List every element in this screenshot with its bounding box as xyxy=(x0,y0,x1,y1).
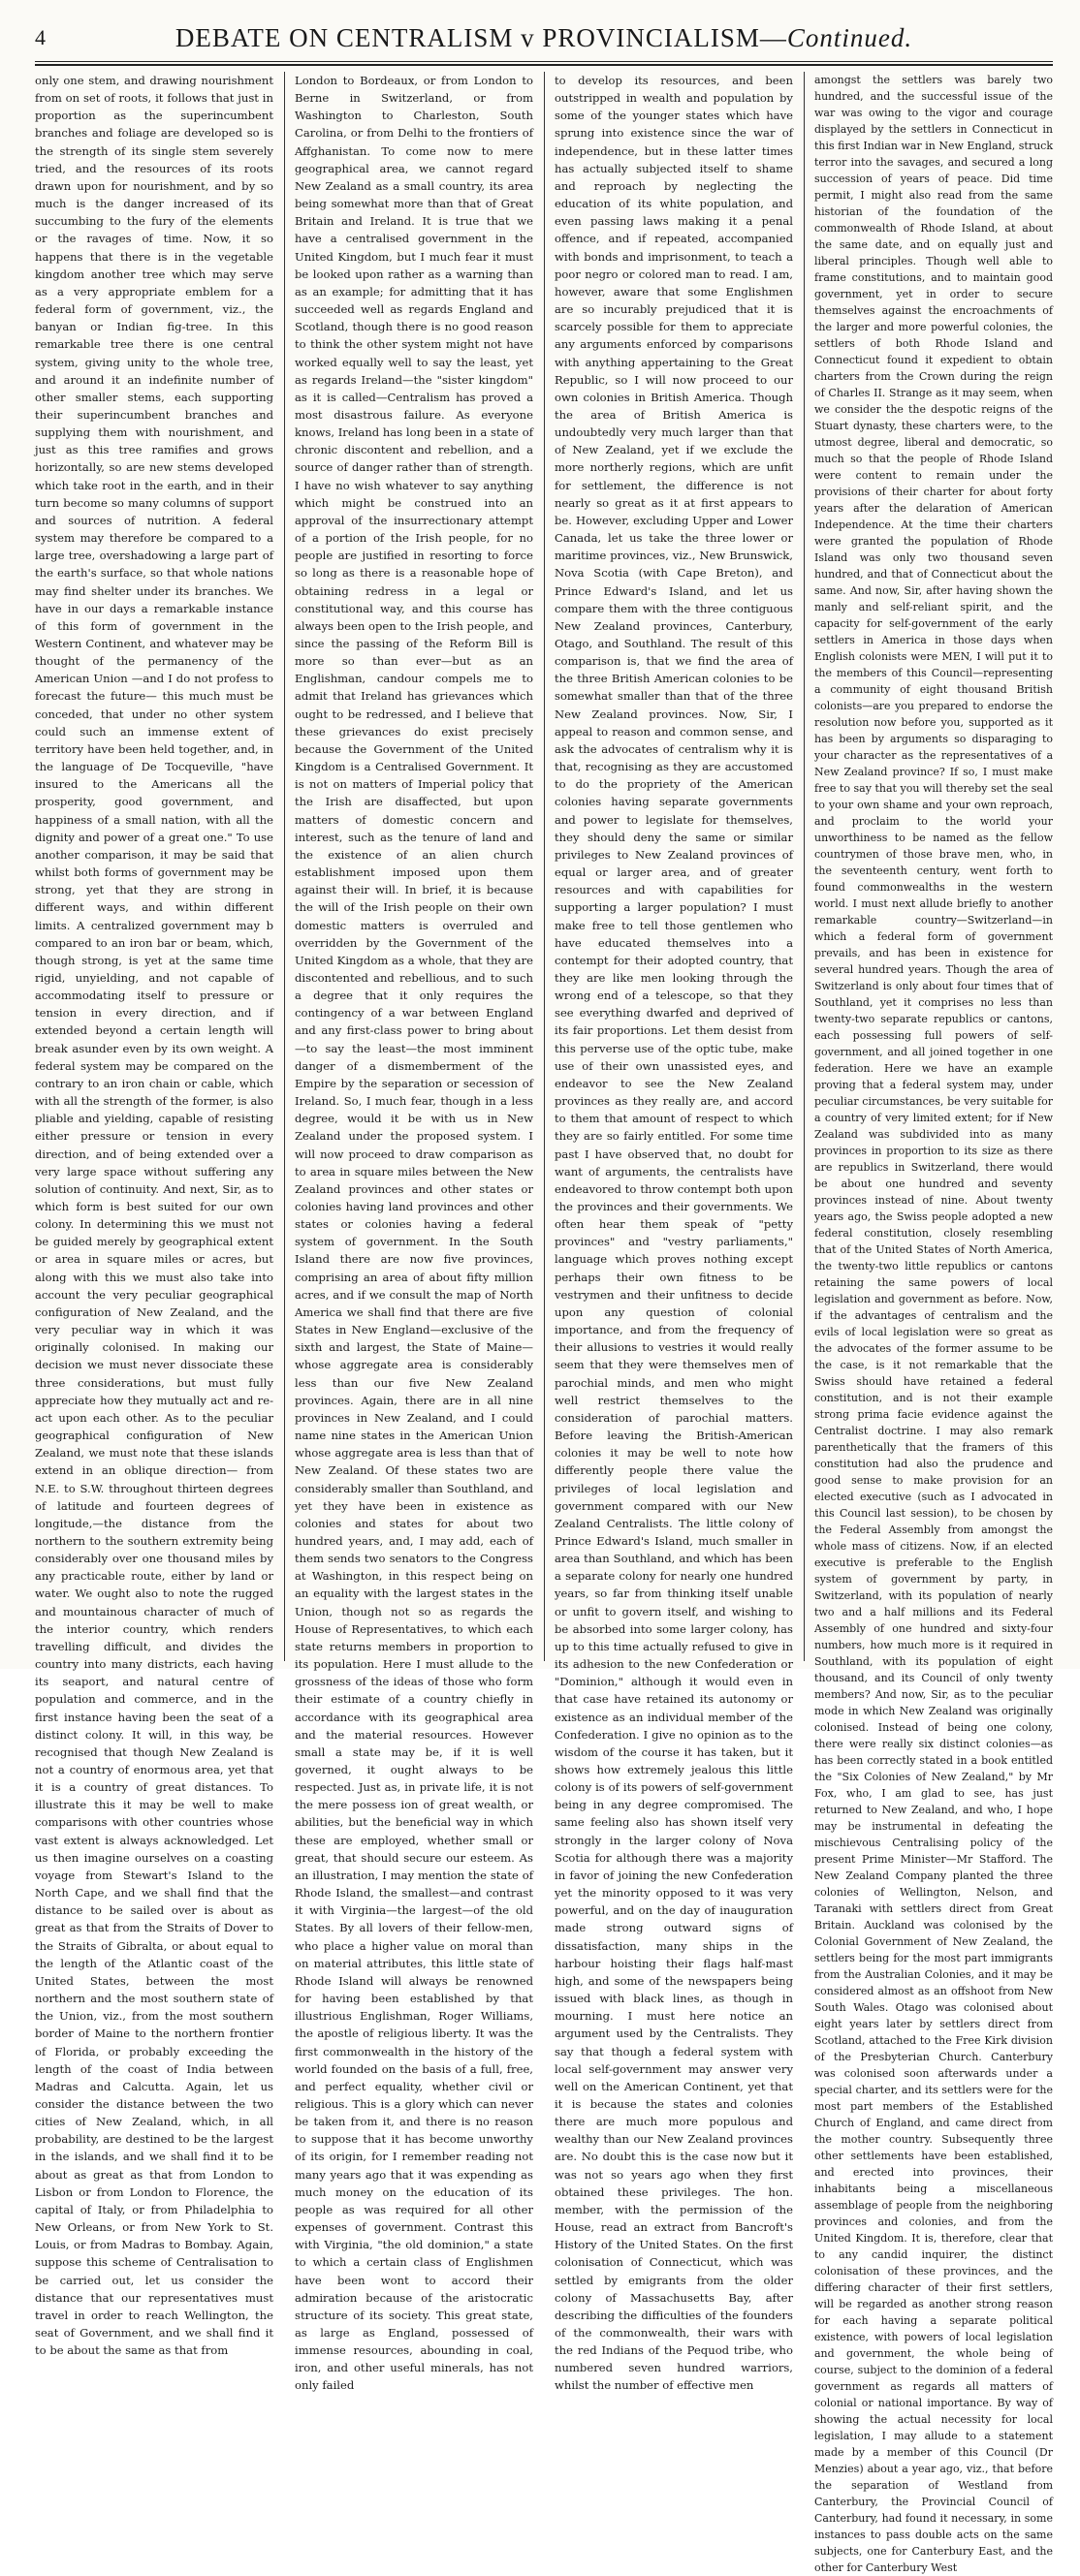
article-columns xyxy=(35,72,1053,2574)
column-text: to develop its resources, and been outstripped in wealth and population by some of the younger states which have sprung into existence since the war of independence, but in these latter times has actually subjected itself to shame and reproach by neglecting the education of its white population, and even passing laws making it a penal offence, and if repeated, accompanied with bonds and imprisonment, to teach a poor negro or colored man to read. I am, however, aware that some Englishmen are so incurably prejudiced that it is scarcely possible for them to appreciate any arguments enforced by comparisons with anything appertaining to the Great Republic, so I will now proceed to our own colonies in British America. Though the area of British America is undoubtedly very much larger than that of New Zealand, yet if we exclude the more northerly regions, which are unfit for settlement, the difference is not nearly so great as it at first appears to be. However, excluding Upper and Lower Canada, let us take the three lower or maritime provinces, viz., New Brunswick, Nova Scotia (with Cape Breton), and Prince Edward's Island, and let us compare them with the three contiguous New Zealand provinces, Canterbury, Otago, and Southland. The result of this comparison is, that we find the area of the three British American colonies to be somewhat smaller than that of the three New Zealand provinces. Now, Sir, I appeal to reason and common sense, and ask the advocates of centralism why it is that, recognising as they are accustomed to do the propriety of the American colonies having separate governments and power to legislate for themselves, they should deny the same or similar privileges to New Zealand provinces of equal or larger area, and of greater resources and with capabilities for supporting a larger population? I must make free to tell those gentlemen who have educated themselves into a contempt for their adopted country, that they are like men looking through the wrong end of a telescope, so that they see everything dwarfed and deprived of its fair proportions. Let them desist from this perverse use of the optic tube, make use of their own unassisted eyes, and endeavor to see the New Zealand provinces as they really are, and accord to them that amount of respect to which they are so fairly entitled. For some time past I have observed that, no doubt for want of arguments, the centralists have endeavored to throw contempt both upon the provinces and their governments. We often hear them speak of "petty provinces" and "vestry parliaments," language which proves nothing except perhaps their own fitness to be vestrymen and their unfitness to decide upon any question of colonial importance, and from the frequency of their allusions to vestries it would really seem that they were themselves men of parochial minds, and men who might well restrict themselves to the consideration of parochial matters. Before leaving the British-American colonies it may be well to note how differently people there value the privileges of local legislation and government compared with our New Zealand Centralists. The little colony of Prince Edward's Island, much smaller in area than Southland, and which has been a separate colony for nearly one hundred years, so far from thinking itself unable or unfit to govern itself, and wishing to be absorbed into some larger colony, has up to this time actually refused to give in its adhesion to the new Confederation or "Dominion," although it would even in that case have retained its autonomy or existence as an individual member of the Confederation. I give no opinion as to the wisdom of the course it has taken, but it shows how extremely jealous this little colony is of its powers of self-government being in any degree compromised. The same feeling also has shown itself very strongly in the larger colony of Nova Scotia for although there was a majority in favor of joining the new Confederation yet the minority opposed to it was very powerful, and on the day of inauguration made strong outward signs of dissatisfaction, many ships in the harbour hoisting their flags half-mast high, and some of the newspapers being issued with black lines, as though in mourning. I must here notice an argument used by the Centralists. They say that though a federal system with local self-government may answer very well on the American Continent, yet that it is because the states and colonies there are much more populous and wealthy than our New Zealand provinces are. No doubt this is the case now but it was not so years ago when they first obtained these privileges. The hon. member, with the permission of the House, read an extract from Bancroft's History of the United States. On the first colonisation of Connecticut, which was settled by emigrants from the older colony of Massachusetts Bay, after describing the difficulties of the founders of the commonwealth, their wars with the red Indians of the Pequod tribe, who numbered seven hundred warriors, whilst the number of effective men xyxy=(555,74,793,2393)
page-header xyxy=(35,19,1053,56)
column-text: amongst the settlers was barely two hundred, and the successful issue of the war was owing to the vigor and courage displayed by the settlers in Connecticut in this first Indian war in New England, struck terror into the savages, and secured a long succession of years of peace. Did time permit, I might also read from the same historian of the foundation of the commonwealth of Rhode Island, at about the same date, and on equally just and liberal principles. Though well able to frame constitutions, and to maintain good government, yet in order to secure themselves against the encroachments of the larger and more powerful colonies, the settlers of both Rhode Island and Connecticut found it expedient to obtain charters from the Crown during the reign of Charles II. Strange as it may seem, when we consider the the despotic reigns of the Stuart dynasty, these charters were, to the utmost degree, liberal and democratic, so much so that the people of Rhode Island were content to remain under the provisions of their charter for about forty years after the delaration of American Independence. At the time their charters were granted the population of Rhode Island was only two thousand seven hundred, and that of Connecticut about the same. And now, Sir, after having shown the manly and self-reliant spirit, and the capacity for self-government of the early settlers in America in those days when English colonists were MEN, I will put it to the members of this Council—representing a community of eight thousand British colonists—are you prepared to endorse the resolution now before you, supported as it has been by arguments so disparaging to your character as the representatives of a New Zealand province? If so, I must make free to say that you will thereby set the seal to your own shame and your own reproach, and proclaim to the world your unworthiness to be named as the fellow countrymen of those brave men, who, in the seventeenth century, went forth to found commonwealths in the western world. I must next allude briefly to another remarkable country—Switzerland—in which a federal form of government prevails, and has been in existence for several hundred years. Though the area of Switzerland is only about four times that of Southland, yet it comprises no less than twenty-two separate republics or cantons, each possessing full powers of self-government, and all joined together in one federation. Here we have an example proving that a federal system may, under peculiar circumstances, be very suitable for a country of very limited extent; for if New Zealand was subdivided into as many provinces in proportion to its size as there are republics in Switzerland, there would be about one hundred and seventy provinces instead of nine. About twenty years ago, the Swiss people adopted a new federal constitution, closely resembling that of the United States of North America, the twenty-two little republics or cantons retaining the same powers of local legislation and government as before. Now, if the advantages of centralism and the evils of local legislation were so great as the advocates of the former assume to be the case, is it not remarkable that the Swiss should have retained a federal constitution, and is not their example strong prima facie evidence against the Centralist doctrine. I may also remark parenthetically that the framers of this constitution had also the prudence and good sense to make provision for an elected executive (such as I advocated in this Council last session), to be chosen by the Federal Assembly from amongst the whole mass of citizens. Now, if an elected executive is preferable to the English system of government by party, in Switzerland, with its population of nearly two and a half millions and its Federal Assembly of one hundred and sixty-four numbers, how much more is it required in Southland, with its population of eight thousand, and its Council of only twenty members? And now, Sir, as to the peculiar mode in which New Zealand was originally colonised. Instead of being one colony, there were really six distinct colonies—as has been correctly stated in a book entitled the "Six Colonies of New Zealand," by Mr Fox, who, I am glad to see, has just returned to New Zealand, and who, I hope may be instrumental in defeating the mischievous Centralising policy of the present Prime Minister—Mr Stafford. The New Zealand Company planted the three colonies of Wellington, Nelson, and Taranaki with settlers direct from Great Britain. Auckland was colonised by the Colonial Government of New Zealand, the settlers being for the most part immigrants from the Australian Colonies, and it may be considered almost as an offshoot from New South Wales. Otago was colonised about eight years later by settlers direct from Scotland, attached to the Free Kirk division of the Presbyterian Church. Canterbury was colonised soon afterwards under a special charter, and its settlers were for the most part members of the Established Church of England, and came direct from the mother country. Subsequently three other settlements have been established, and erected into provinces, their inhabitants being a miscellaneous assemblage of people from the neighboring provinces and colonies, and from the United Kingdom. It is, therefore, clear that to any candid inquirer, the distinct colonisation of these provinces, and the differing character of their first settlers, will be regarded as another strong reason for each having a separate political existence, with powers of local legislation and government, the whole being of course, subject to the dominion of a federal government as regards all matters of colonial or national importance. By way of showing the actual necessity for local legislation, I may allude to a statement made by a member of this Council (Dr Menzies) about a year ago, viz., that before the separation of Westland from Canterbury, the Provincial Council of Canterbury, had found it necessary, in some instances to pass double acts on the same subjects, one for Canterbury East, and the other for Canterbury West xyxy=(814,74,1053,2574)
article-column-3 xyxy=(555,72,793,2393)
article-column-1 xyxy=(35,72,273,2358)
column-text: London to Bordeaux, or from London to Berne in Switzerland, or from Washington to Charleston, South Carolina, or from Delhi to the frontiers of Affghanistan. To come now to mere geographical area, we cannot regard New Zealand as a small country, its area being somewhat more than that of Great Britain and Ireland. It is true that we have a centralised government in the United Kingdom, but I much fear it must be looked upon rather as a warning than as an example; for admitting that it has succeeded well as regards England and Scotland, though there is no good reason to think the other system might not have worked equally well to say the least, yet as regards Ireland—the "sister kingdom" as it is called—Centralism has proved a most disastrous failure. As everyone knows, Ireland has long been in a state of chronic discontent and rebellion, and a source of danger rather than of strength. I have no wish whatever to say anything which might be construed into an approval of the insurrectionary attempt of a portion of the Irish people, for no people are justified in resorting to force so long as there is a reasonable hope of obtaining redress in a legal or constitutional way, and this course has always been open to the Irish people, and since the passing of the Reform Bill is more so than ever—but as an Englishman, candour compels me to admit that Ireland has grievances which ought to be redressed, and I believe that these grievances do exist precisely because the Government of the United Kingdom is a Centralised Government. It is not on matters of Imperial policy that the Irish are disaffected, but upon matters of domestic concern and interest, such as the tenure of land and the existence of an alien church establishment imposed upon them against their will. In brief, it is because the will of the Irish people on their own domestic matters is overruled and overridden by the Government of the United Kingdom as a whole, that they are discontented and rebellious, and to such a degree that it only requires the contingency of a war between England and any first-class power to bring about—to say the least—the most imminent danger of a dismemberment of the Empire by the separation or secession of Ireland. So, I much fear, though in a less degree, would it be with us in New Zealand under the proposed system. I will now proceed to draw comparison as to area in square miles between the New Zealand provinces and other states or colonies having land provinces and other states or colonies having a federal system of government. In the South Island there are now five provinces, comprising an area of about fifty million acres, and if we consult the map of North America we shall find that there are five States in New England—exclusive of the sixth and largest, the State of Maine—whose aggregate area is considerably less than our five New Zealand provinces. Again, there are in all nine provinces in New Zealand, and I could name nine states in the American Union whose aggregate area is less than that of New Zealand. Of these states two are considerably smaller than Southland, and yet they have been in existence as colonies and states for about two hundred years, and, I may add, each of them sends two senators to the Congress at Washington, in this respect being on an equality with the largest states in the Union, though not so as regards the House of Representatives, to which each state returns members in proportion to its population. Here I must allude to the grossness of the ideas of those who form their estimate of a country chiefly in accordance with its geographical area and the material resources. However small a state may be, if it is well governed, it ought always to be respected. Just as, in private life, it is not the mere possess ion of great wealth, or abilities, but the beneficial way in which these are employed, whether small or great, that should secure our esteem. As an illustration, I may mention the state of Rhode Island, the smallest—and contrast it with Virginia—the largest—of the old States. By all lovers of their fellow-men, who place a higher value on moral than on material attributes, this little state of Rhode Island will always be renowned for having been established by that illustrious Englishman, Roger Williams, the apostle of religious liberty. It was the first commonwealth in the history of the world founded on the basis of a full, free, and perfect equality, whether civil or religious. This is a glory which can never be taken from it, and there is no reason to suppose that it has become unworthy of its origin, for I remember reading not many years ago that it was expending as much money on the education of its people as was required for all other expenses of government. Contrast this with Virginia, "the old dominion," a state to which a certain class of Englishmen have been wont to accord their admiration because of the aristocratic structure of its society. This great state, as large as England, possessed of immense resources, abounding in coal, iron, and other useful minerals, has not only failed xyxy=(295,74,533,2393)
header-rule xyxy=(35,61,1053,62)
running-head-title: DEBATE ON CENTRALISM v PROVINCIALISM— xyxy=(175,23,787,52)
column-text: only one stem, and drawing nourishment from on set of roots, it follows that just in proportion as the superincumbent branches and foliage are developed so is the strength of its single stem severely tried, and the resources of its roots drawn upon for nourishment, and by so much is the danger increased of its succumbing to the fury of the elements or the ravages of time. Now, it so happens that there is in the vegetable kingdom another tree which may serve as a very appropriate emblem for a federal form of government, viz., the banyan or Indian fig-tree. In this remarkable tree there is one central system, giving unity to the whole tree, and around it an indefinite number of other smaller stems, each supporting their superincumbent branches and supplying them with nourishment, and just as this tree ramifies and grows horizontally, so are new stems developed which take root in the earth, and in their turn become so many columns of support and sources of nutrition. A federal system may therefore be compared to a large tree, overshadowing a large part of the earth's surface, so that whole nations may find shelter under its branches. We have in our days a remarkable instance of this form of government in the Western Continent, and whatever may be thought of the permanency of the American Union —and I do not profess to forecast the future— this much must be conceded, that under no other system could such an immense extent of territory have been held together, and, in the language of De Tocqueville, "have insured to the Americans all the prosperity, good government, and happiness of a small nation, with all the dignity and power of a great one." To use another comparison, it may be said that whilst both forms of government may be strong, yet that they are strong in different ways, and within different limits. A centralized government may b compared to an iron bar or beam, which, though strong, is yet at the same time rigid, unyielding, and not capable of accommodating itself to pressure or tension in every direction, and if extended beyond a certain length will break asunder even by its own weight. A federal system may be compared on the contrary to an iron chain or cable, which with all the strength of the former, is also pliable and yielding, capable of resisting either pressure or tension in every direction, and of being extended over a very large space without suffering any solution of continuity. And next, Sir, as to which form is best suited for our own colony. In determining this we must not be guided merely by geographical extent or area in square miles or acres, but along with this we must also take into account the very peculiar geographical configuration of New Zealand, and the very peculiar way in which it was originally colonised. In making our decision we must never dissociate these three considerations, but must fully appreciate how they mutually act and re-act upon each other. As to the peculiar geographical configuration of New Zealand, we must note that these islands extend in an oblique direction— from N.E. to S.W. throughout thirteen degrees of latitude and fourteen degrees of longitude,—the distance from the northern to the southern extremity being considerably over one thousand miles by any practicable route, either by land or water. We ought also to note the rugged and mountainous character of much of the interior country, which renders travelling difficult, and divides the country into many districts, each having its seaport, and natural centre of population and commerce, and in the first instance having been the seat of a distinct colony. It will, in this way, be recognised that though New Zealand is not a country of enormous area, yet that it is a country of great distances. To illustrate this it may be well to make comparisons with other countries whose vast extent is always acknowledged. Let us then imagine ourselves on a coasting voyage from Stewart's Island to the North Cape, and we shall find that the distance to be sailed over is about as great as that from the Straits of Dover to the Straits of Gibralta, or about equal to the length of the Atlantic coast of the United States, between the most northern and the most southern state of the Union, viz., from the most southern border of Maine to the northern frontier of Florida, or probably exceeding the length of the coast of India between Madras and Calcutta. Again, let us consider the distance between the two cities of New Zealand, which, in all probability, are destined to be the largest in the islands, and we shall find it to be about as great as that from London to Lisbon or from London to Florence, the capital of Italy, or from Philadelphia to New Orleans, or from New York to St. Louis, or from Madras to Bombay. Again, suppose this scheme of Centralisation to be carried out, let us consider the distance that our representatives must travel in order to reach Wellington, the seat of Government, and we shall find it to be about the same as that from xyxy=(35,74,273,2358)
column-divider xyxy=(284,72,285,1661)
column-divider xyxy=(544,72,545,1661)
article-column-4 xyxy=(814,72,1053,2574)
column-divider xyxy=(804,72,805,1661)
article-column-2 xyxy=(295,72,533,2393)
running-head xyxy=(35,23,1053,53)
running-head-continued: Continued. xyxy=(786,23,913,52)
header-rule-thick xyxy=(35,64,1053,66)
page-number: 4 xyxy=(35,25,46,49)
